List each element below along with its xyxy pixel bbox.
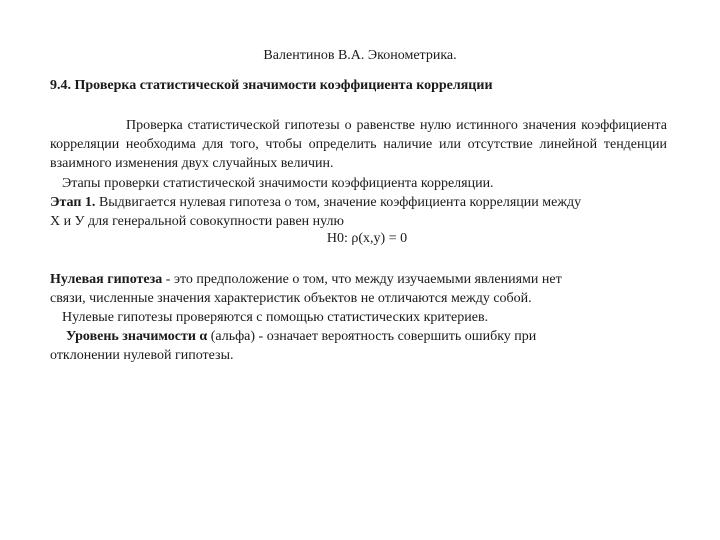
page-header: Валентинов В.А. Эконометрика. (263, 48, 457, 63)
checked-line: Нулевые гипотезы проверяются с помощью статистических критериев. (62, 310, 489, 325)
null-hypothesis-line-2: связи, численные значения характеристик объектов не отличаются между собой. (50, 291, 532, 306)
stage1-text-1: Выдвигается нулевая гипотеза о том, значение коэффициента корреляции между (95, 195, 582, 210)
section-title: 9.4. Проверка статистической значимости коэффициента корреляции (50, 78, 493, 93)
significance-term: Уровень значимости α (66, 329, 208, 344)
intro-paragraph: Проверка статистической гипотезы о равенстве нулю истинного значения коэффициента корреляции необходима для того, чтобы определить наличие или отсутствие линейной тенденции взаимного изменения двух случайных величин. (50, 118, 667, 171)
stage1-label: Этап 1. (50, 195, 96, 210)
stage1-line-2: X и У для генеральной совокупности равен нулю (50, 214, 344, 229)
significance-line-1 (50, 327, 667, 346)
null-hypothesis-formula: H0: ρ(x,y) = 0 (326, 231, 408, 246)
stages-paragraph (50, 174, 667, 231)
null-hypothesis-paragraph (50, 270, 667, 365)
null-hypothesis-term: Нулевая гипотеза (50, 272, 163, 287)
stage1-line-1 (50, 193, 667, 212)
null-hypothesis-line-1 (50, 270, 667, 289)
significance-line-2: отклонении нулевой гипотезы. (50, 348, 234, 363)
significance-text-1: (альфа) - означает вероятность совершить ошибку при (207, 329, 537, 344)
stages-line: Этапы проверки статистической значимости коэффициента корреляции. (62, 176, 494, 191)
null-hypothesis-text-1: - это предположение о том, что между изучаемыми явлениями нет (162, 272, 562, 287)
